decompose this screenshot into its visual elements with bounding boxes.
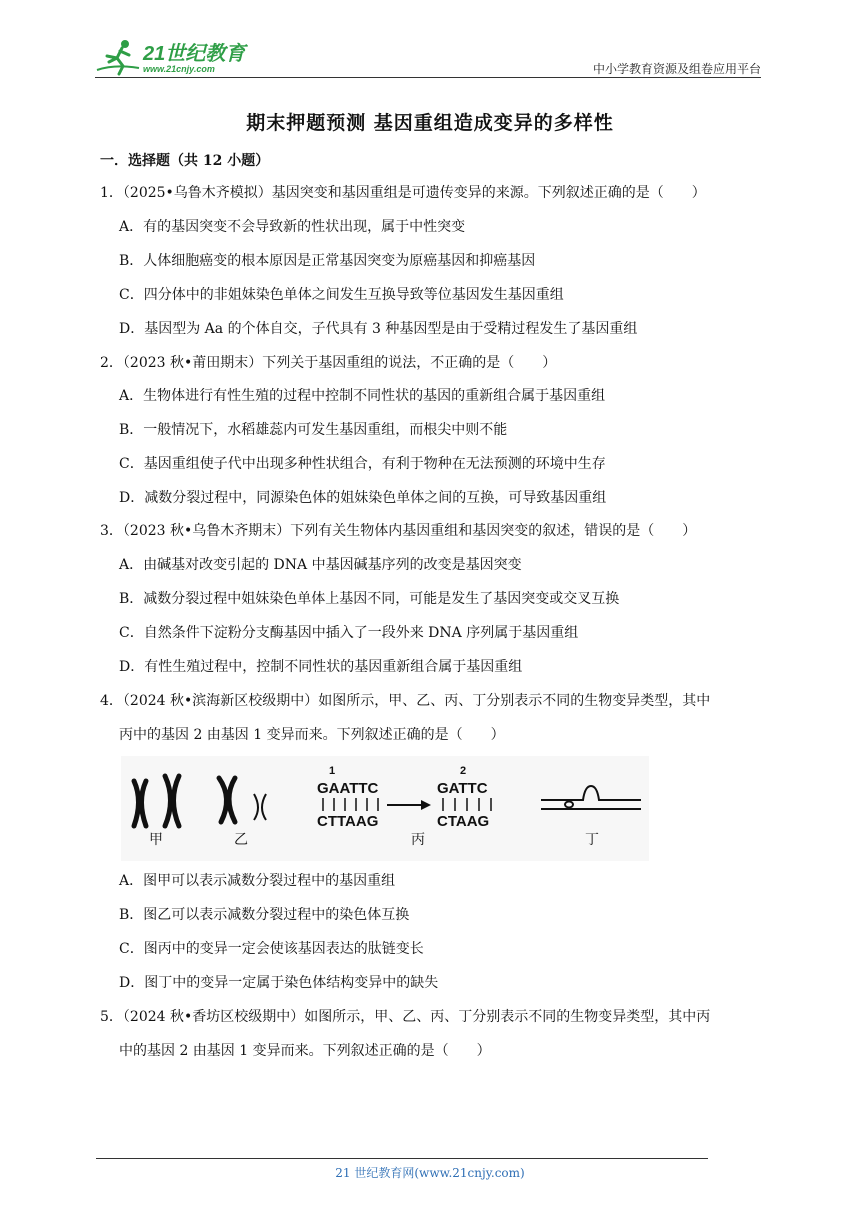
question-4-option-a: A．图甲可以表示减数分裂过程中的基因重组: [119, 873, 396, 889]
question-2-option-a: A．生物体进行有性生殖的过程中控制不同性状的基因的重新组合属于基因重组: [119, 388, 606, 404]
question-4-option-d: D．图丁中的变异一定属于染色体结构变异中的缺失: [119, 975, 439, 991]
label-bing: 丙: [411, 832, 425, 848]
runner-icon: [97, 40, 139, 74]
logo-url-text: www.21cnjy.com: [143, 64, 215, 74]
question-1-option-c: C．四分体中的非姐妹染色单体之间发生互换导致等位基因发生基因重组: [119, 287, 564, 303]
question-1-option-d: D．基因型为 Aa 的个体自交，子代具有 3 种基因型是由于受精过程发生了基因重组: [119, 321, 638, 337]
question-3-option-c: C．自然条件下淀粉分支酶基因中插入了一段外来 DNA 序列属于基因重组: [119, 625, 579, 641]
question-2-stem: 2．（2023 秋•莆田期末）下列关于基因重组的说法，不正确的是（ ）: [100, 355, 557, 371]
question-4-stem-continued: 丙中的基因 2 由基因 1 变异而来。下列叙述正确的是（ ）: [119, 727, 505, 743]
site-logo: [95, 36, 265, 76]
question-1-option-b: B．人体细胞癌变的根本原因是正常基因突变为原癌基因和抑癌基因: [119, 253, 536, 269]
footer-divider: [96, 1158, 708, 1159]
question-1-option-a: A．有的基因突变不会导致新的性状出现，属于中性突变: [119, 219, 466, 235]
label-ding: 丁: [585, 832, 599, 848]
logo-text: 21世纪教育: [143, 43, 246, 65]
gene-1-bottom-strand: CTTAAG: [317, 813, 379, 830]
label-jia: 甲: [149, 832, 163, 848]
label-yi: 乙: [234, 832, 248, 848]
gene-1-number: 1: [329, 765, 336, 777]
section-heading: 一．选择题（共 12 小题）: [100, 153, 270, 169]
gene-1-top-strand: GAATTC: [317, 780, 379, 797]
footer-link[interactable]: 21 世纪教育网(www.21cnjy.com): [335, 1166, 525, 1180]
platform-name: 中小学教育资源及组卷应用平台: [592, 62, 761, 76]
question-5-stem-continued: 中的基因 2 由基因 1 变异而来。下列叙述正确的是（ ）: [119, 1043, 491, 1059]
question-3-stem: 3．（2023 秋•乌鲁木齐期末）下列有关生物体内基因重组和基因突变的叙述，错误的是（ ）: [100, 523, 697, 539]
gene-2-top-strand: GATTC: [437, 780, 488, 797]
variation-figure: [121, 756, 649, 861]
question-3-option-b: B．减数分裂过程中姐妹染色单体上基因不同，可能是发生了基因突变或交叉互换: [119, 591, 620, 607]
question-1-stem: 1．（2025•乌鲁木齐模拟）基因突变和基因重组是可遗传变异的来源。下列叙述正确的是（ ）: [100, 185, 706, 201]
header-divider: [95, 77, 761, 78]
question-2-option-b: B．一般情况下，水稻雄蕊内可发生基因重组，而根尖中则不能: [119, 422, 508, 438]
question-4-option-c: C．图丙中的变异一定会使该基因表达的肽链变长: [119, 941, 424, 957]
question-2-option-d: D．减数分裂过程中，同源染色体的姐妹染色单体之间的互换，可导致基因重组: [119, 490, 607, 506]
page-header: [95, 36, 761, 78]
question-3-option-a: A．由碱基对改变引起的 DNA 中基因碱基序列的改变是基因突变: [119, 557, 522, 573]
question-2-option-c: C．基因重组使子代中出现多种性状组合，有利于物种在无法预测的环境中生存: [119, 456, 606, 472]
question-5-stem: 5．（2024 秋•香坊区校级期中）如图所示，甲、乙、丙、丁分别表示不同的生物变异类型，其中丙: [100, 1009, 711, 1025]
gene-2-bottom-strand: CTAAG: [437, 813, 490, 830]
gene-2-number: 2: [460, 765, 467, 777]
question-4-option-b: B．图乙可以表示减数分裂过程中的染色体互换: [119, 907, 410, 923]
page-title: 期末押题预测 基因重组造成变异的多样性: [246, 112, 614, 134]
question-4-stem: 4．（2024 秋•滨海新区校级期中）如图所示，甲、乙、丙、丁分别表示不同的生物变异类型，其中: [100, 693, 711, 709]
question-3-option-d: D．有性生殖过程中，控制不同性状的基因重新组合属于基因重组: [119, 659, 523, 675]
